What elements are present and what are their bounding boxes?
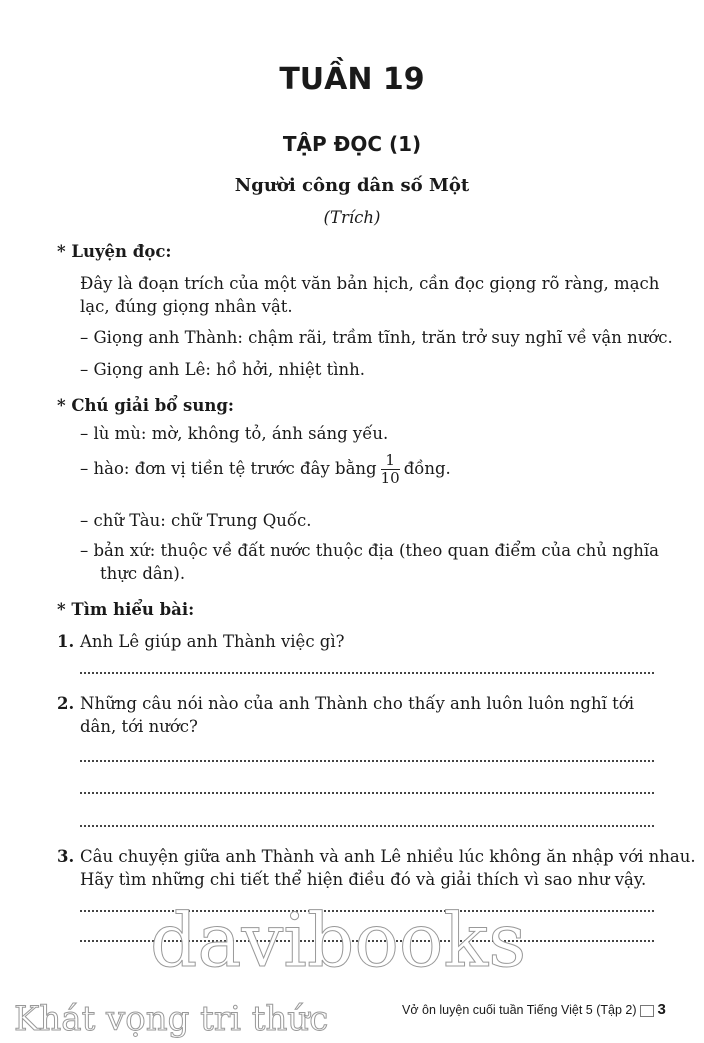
luyen-doc-heading: * Luyện đọc: <box>57 242 172 261</box>
answer-line[interactable] <box>80 825 654 827</box>
gloss-item: thực dân). <box>100 564 186 583</box>
question-text: Anh Lê giúp anh Thành việc gì? <box>80 632 345 651</box>
watermark-slogan: Khát vọng tri thức <box>14 999 329 1039</box>
question-text: Câu chuyện giữa anh Thành và anh Lê nhiều lúc không ăn nhập với nhau. <box>80 847 696 866</box>
text-line: – Giọng anh Lê: hồ hởi, nhiệt tình. <box>80 360 366 379</box>
text-line: Đây là đoạn trích của một văn bản hịch, cần đọc giọng rõ ràng, mạch <box>80 274 660 293</box>
watermark-brand: davibooks <box>150 898 527 984</box>
answer-line[interactable] <box>80 760 654 762</box>
gloss-item: – lù mù: mờ, không tỏ, ánh sáng yếu. <box>80 424 389 443</box>
book-icon <box>640 1005 654 1017</box>
question-number: 3. <box>57 847 75 866</box>
answer-line[interactable] <box>80 792 654 794</box>
gloss-item-hao <box>80 452 451 487</box>
gloss-text: – hào: đơn vị tiền tệ trước đây bằng <box>80 459 377 478</box>
story-note: (Trích) <box>323 208 381 227</box>
story-title: Người công dân số Một <box>234 175 470 196</box>
fraction-denominator: 10 <box>380 469 400 487</box>
question-number: 1. <box>57 632 75 651</box>
page-number: 3 <box>657 1001 666 1018</box>
gloss-text: đồng. <box>403 459 451 478</box>
gloss-item: – chữ Tàu: chữ Trung Quốc. <box>80 511 312 530</box>
answer-line[interactable] <box>80 672 654 674</box>
question-text: Những câu nói nào của anh Thành cho thấy anh luôn luôn nghĩ tới <box>80 694 634 713</box>
book-title: Vở ôn luyện cuối tuần Tiếng Việt 5 (Tập 2) <box>402 1003 637 1017</box>
chu-giai-heading: * Chú giải bổ sung: <box>57 396 234 415</box>
section-title: TẬP ĐỌC (1) <box>282 132 422 156</box>
page-footer <box>402 1002 666 1018</box>
text-line: lạc, đúng giọng nhân vật. <box>80 297 293 316</box>
fraction-numerator: 1 <box>381 452 400 470</box>
question-text: dân, tới nước? <box>80 717 198 736</box>
question-text: Hãy tìm những chi tiết thể hiện điều đó và giải thích vì sao như vậy. <box>80 870 647 889</box>
gloss-item: – bản xứ: thuộc về đất nước thuộc địa (theo quan điểm của chủ nghĩa <box>80 541 660 560</box>
text-line: – Giọng anh Thành: chậm rãi, trầm tĩnh, trăn trở suy nghĩ về vận nước. <box>80 328 673 347</box>
tim-hieu-heading: * Tìm hiểu bài: <box>57 600 195 619</box>
page-title: TUẦN 19 <box>279 62 425 97</box>
question-number: 2. <box>57 694 75 713</box>
fraction <box>381 452 400 487</box>
